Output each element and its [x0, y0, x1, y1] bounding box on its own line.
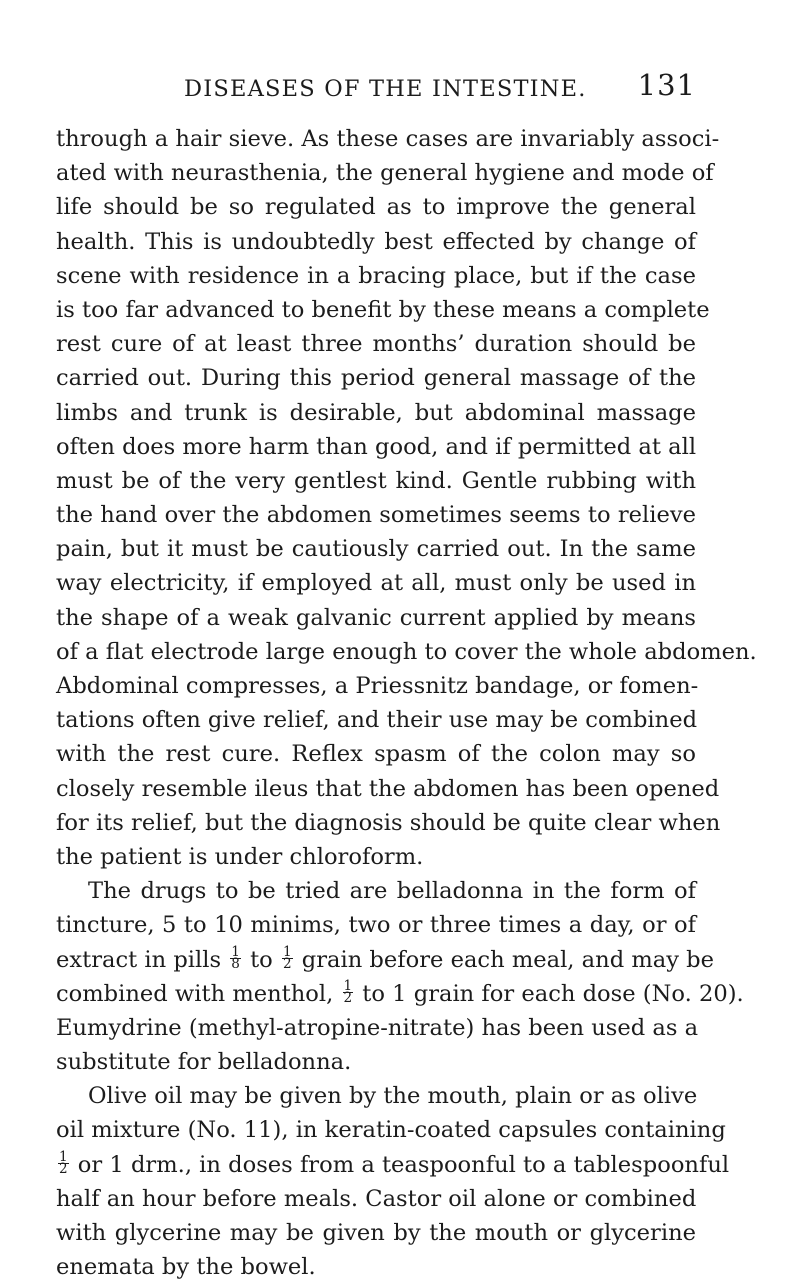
text-line: with glycerine may be given by the mouth or glycerine [56, 1220, 696, 1246]
text-line: often does more harm than good, and if permitted at all [56, 433, 697, 460]
text-line: is too far advanced to benefit by these means a complete [56, 296, 710, 323]
text-line: scene with residence in a bracing place, but if the case [56, 262, 696, 289]
fraction-denominator: 2 [59, 1161, 68, 1178]
text-line: oil mixture (No. 11), in keratin-coated capsules containing [56, 1117, 726, 1144]
text-fragment: or 1 drm., in doses from a teaspoonful to a tablespoonful [70, 1151, 730, 1178]
text-line: rest cure of at least three months’ duration should be [56, 331, 696, 358]
text-line: way electricity, if employed at all, must only be used in [56, 570, 696, 597]
fraction-numerator: 1 [231, 943, 240, 960]
fraction-denominator: 2 [343, 990, 353, 1007]
text-line: closely resemble ileus that the abdomen has been opened [56, 775, 720, 802]
text-line: Eumydrine (methyl-atropine-nitrate) has been used as a [56, 1014, 699, 1041]
text-line: half an hour before meals. Castor oil alone or combined [56, 1185, 697, 1212]
text-line: carried out. During this period general massage of the [56, 365, 696, 392]
text-line: the shape of a weak galvanic current applied by means [56, 604, 696, 631]
fraction [230, 943, 241, 973]
text-line: pain, but it must be cautiously carried out. In the same [56, 536, 696, 563]
text-line: limbs and trunk is desirable, but abdominal massage [56, 399, 696, 426]
page-number: 131 [637, 68, 696, 102]
text-line: Abdominal compresses, a Priessnitz bandage, or fomen- [56, 673, 699, 699]
fraction [58, 1148, 69, 1178]
fraction-denominator: 2 [282, 956, 292, 973]
text-line: of a flat electrode large enough to cover the whole abdomen. [56, 638, 757, 665]
text-line: health. This is undoubtedly best effected by change of [56, 228, 696, 255]
text-line: enemata by the bowel. [56, 1254, 316, 1281]
fraction-numerator: 1 [59, 1148, 68, 1165]
text-line: tincture, 5 to 10 minims, two or three times a day, or of [56, 912, 696, 939]
text-line: the patient is under chloroform. [56, 843, 424, 870]
fraction [343, 977, 354, 1007]
text-line-with-fractions [56, 943, 715, 977]
fraction [282, 943, 293, 973]
text-line: life should be so regulated as to improve the general [56, 194, 696, 221]
text-line: substitute for belladonna. [56, 1049, 352, 1076]
text-line: must be of the very gentlest kind. Gentle rubbing with [56, 467, 696, 494]
text-fragment: grain before each meal, and may be [294, 946, 715, 973]
text-line-with-fraction [56, 1148, 730, 1182]
text-line: tations often give relief, and their use may be combined [56, 707, 698, 734]
text-fragment: to 1 grain for each dose (No. 20). [355, 980, 744, 1007]
text-fragment: to [242, 946, 280, 973]
text-fragment: combined with menthol, [56, 980, 341, 1007]
text-line: with the rest cure. Reflex spasm of the colon may so [56, 741, 696, 768]
text-line: through a hair sieve. As these cases are invariably associ- [56, 126, 720, 152]
fraction-numerator: 1 [343, 977, 353, 994]
paragraph-start-line: The drugs to be tried are belladonna in the form of [88, 878, 696, 905]
text-line: ated with neurasthenia, the general hygiene and mode of [56, 160, 714, 187]
body-text [56, 122, 757, 1284]
fraction-numerator: 1 [282, 943, 292, 960]
text-fragment: extract in pills [56, 946, 229, 973]
text-line: for its relief, but the diagnosis should be quite clear when [56, 809, 721, 836]
text-line-with-fraction [56, 977, 744, 1011]
fraction-denominator: 8 [231, 956, 240, 973]
paragraph-start-line: Olive oil may be given by the mouth, plain or as olive [88, 1083, 698, 1110]
running-title: DISEASES OF THE INTESTINE. [184, 76, 587, 102]
running-header [56, 62, 696, 106]
text-line: the hand over the abdomen sometimes seems to relieve [56, 502, 696, 529]
